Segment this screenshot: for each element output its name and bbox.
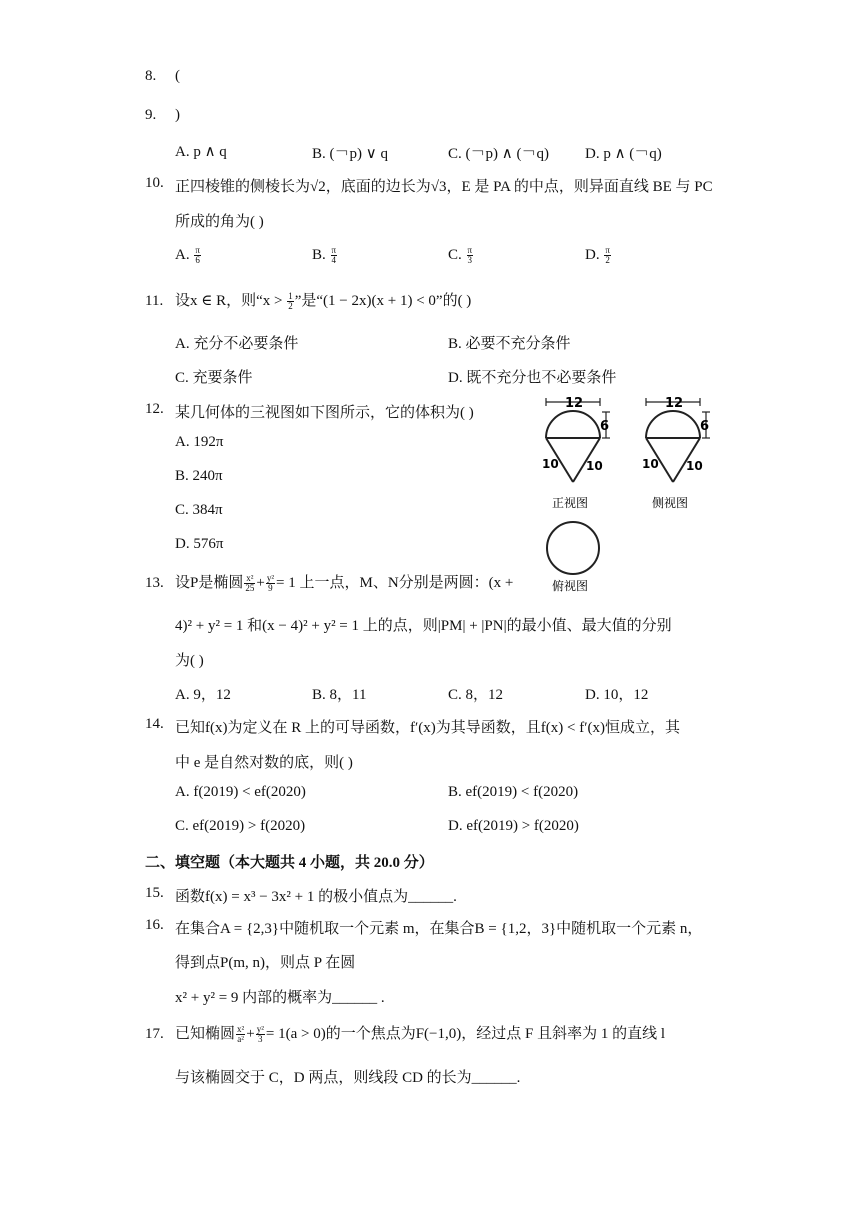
q11-option-b: B. 必要不充分条件 (448, 336, 571, 352)
q16-number: 16. (145, 917, 164, 933)
q8-text: ( (175, 68, 180, 84)
side-view-width-label: 12 (665, 396, 684, 411)
side-view-semicircle (646, 411, 700, 438)
front-view-height-label: 6 (600, 419, 610, 434)
section-heading: 二、填空题（本大题共 4 小题，共 20.0 分） (145, 855, 434, 871)
front-view-label: 正视图 (552, 496, 589, 510)
side-view-left-slant-label: 10 (642, 457, 659, 471)
q11-option-d: D. 既不充分也不必要条件 (448, 370, 617, 386)
q10-number: 10. (145, 175, 164, 191)
q15-text: 函数f(x) = x³ − 3x² + 1 的极小值点为______. (175, 889, 457, 905)
q13-option-a: A. 9，12 (175, 687, 231, 703)
q14-line1: 已知f(x)为定义在 R 上的可导函数，f′(x)为其导函数，且f(x) < f′(x)恒成立，其 (175, 720, 680, 736)
q16-line3: x² + y² = 9 内部的概率为______ . (175, 990, 385, 1006)
q10-line1 (175, 175, 713, 196)
q14-option-a: A. f(2019) < ef(2020) (175, 784, 306, 800)
q12-option-d: D. 576π (175, 536, 224, 552)
q10-option-d: D. $\frac{\pi}{2}$ (585, 245, 610, 265)
q9-option-c: C. (￢p) ∧ (￢q) (448, 146, 549, 162)
q14-number: 14. (145, 716, 164, 732)
three-view-figure (528, 390, 728, 600)
front-view-width-label: 12 (565, 396, 584, 411)
q10-line1-a: 正四棱锥的侧棱长为√2，底面的边长为√3， (175, 179, 462, 195)
q11-number: 11. (145, 293, 164, 309)
q13-option-c: C. 8，12 (448, 687, 504, 703)
q9-text: ) (175, 107, 180, 123)
top-view-circle (547, 522, 599, 574)
q17-number: 17. (145, 1026, 164, 1042)
top-view-label: 俯视图 (552, 579, 589, 593)
q12-option-a: A. 192π (175, 434, 224, 450)
q11-option-c: C. 充要条件 (175, 370, 253, 386)
q12-number: 12. (145, 401, 164, 417)
q12-option-c: C. 384π (175, 502, 223, 518)
q14-option-c: C. ef(2019) > f(2020) (175, 818, 306, 834)
q9-option-d: D. p ∧ (￢q) (585, 146, 662, 162)
q11-option-a: A. 充分不必要条件 (175, 336, 299, 352)
q13-line1: 设P是椭圆 $\frac{\text{x²}}{25}$ + $\frac{\text{y²}}{9}$ = 1 上一点，M、N分别是两圆：(x + (175, 573, 514, 594)
q17-line1: 已知椭圆 $\frac{\text{x²}}{\text{a²}}$ + $\frac{\text{y²}}{3}$ = 1(a > 0)的一个焦点为F(−1,0)，经过点 F 且斜率为 1 的直线 l (175, 1024, 666, 1045)
front-view-right-slant-label: 10 (586, 459, 603, 473)
q9-option-a: A. p ∧ q (175, 144, 227, 160)
q9-option-b: B. (￢p) ∨ q (312, 146, 388, 162)
q17-line2: 与该椭圆交于 C，D 两点，则线段 CD 的长为______. (175, 1070, 521, 1086)
side-view-right-slant-label: 10 (686, 459, 703, 473)
side-view-label: 侧视图 (652, 496, 689, 510)
q13-number: 13. (145, 575, 164, 591)
q14-option-d: D. ef(2019) > f(2020) (448, 818, 579, 834)
q10-option-a: A. $\frac{\pi}{6}$ (175, 245, 200, 265)
front-view-left-slant-label: 10 (542, 457, 559, 471)
q14-option-b: B. ef(2019) < f(2020) (448, 784, 579, 800)
side-view-height-label: 6 (700, 419, 710, 434)
q16-line2: 得到点P(m, n)，则点 P 在圆 (175, 955, 356, 971)
q13-option-b: B. 8，11 (312, 687, 367, 703)
q14-line2: 中 e 是自然对数的底，则( ) (175, 755, 353, 771)
q10-option-c: C. $\frac{\pi}{3}$ (448, 245, 473, 265)
q15-number: 15. (145, 885, 164, 901)
front-view-semicircle (546, 411, 600, 438)
q9-number: 9. (145, 107, 157, 123)
q13-option-d: D. 10，12 (585, 687, 649, 703)
q16-line1: 在集合A = {2,3}中随机取一个元素 m，在集合B = {1,2，3}中随机取一个元素 n， (175, 921, 703, 937)
q13-line3: 为( ) (175, 653, 204, 669)
q10-line1-b: E 是 PA 的中点，则异面直线 BE 与 PC (461, 179, 713, 195)
q12-text: 某几何体的三视图如下图所示，它的体积为( ) (175, 405, 474, 421)
q10-option-b: B. $\frac{\pi}{4}$ (312, 245, 337, 265)
q10-line2: 所成的角为( ) (175, 214, 264, 230)
q12-option-b: B. 240π (175, 468, 223, 484)
q13-line2: 4)² + y² = 1 和(x − 4)² + y² = 1 上的点，则|PM| + |PN|的最小值、最大值的分别 (175, 618, 672, 634)
q11-stem: 设x ∈ R，则“x > $\frac{1}{2}$ ”是“(1 − 2x)(x + 1) < 0”的( ) (175, 291, 472, 312)
q8-number: 8. (145, 68, 157, 84)
